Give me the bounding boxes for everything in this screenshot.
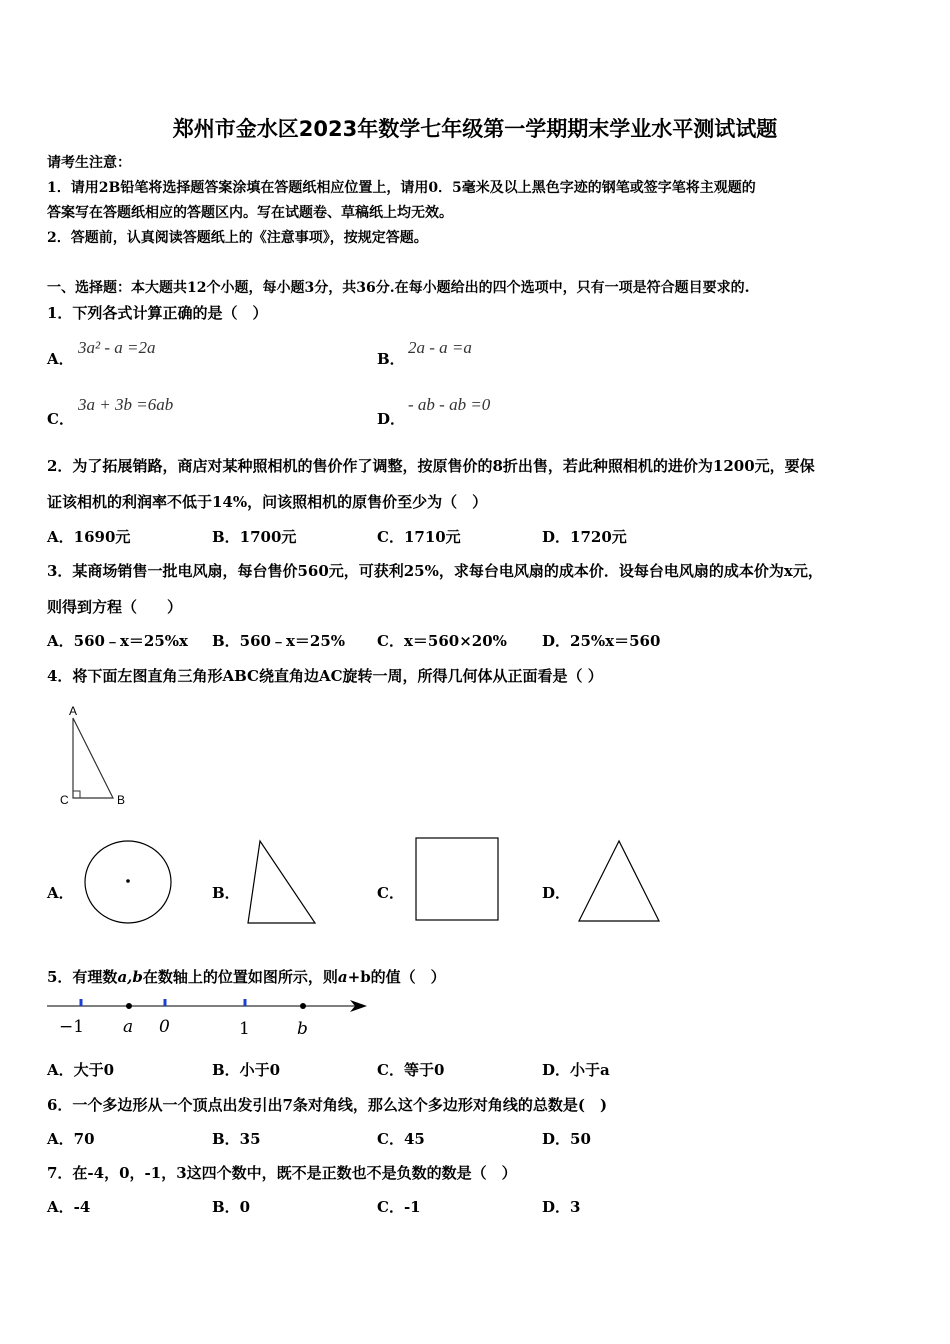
- q1-stem: 1．下列各式计算正确的是（ ）: [47, 304, 268, 322]
- q5-stem-vars: a,b: [117, 968, 143, 986]
- section-heading: 一、选择题：本大题共12个小题，每小题3分，共36分.在每小题给出的四个选项中，只有一项是符合题目要求的.: [47, 280, 750, 296]
- notice-line-3: 2．答题前，认真阅读答题纸上的《注意事项》，按规定答题。: [47, 230, 428, 246]
- q7-option-b: B．0: [212, 1198, 251, 1216]
- q3-line-2: 则得到方程（ ）: [47, 598, 183, 616]
- q1-option-d: - ab - ab =0: [408, 395, 491, 414]
- q5-stem: [47, 966, 446, 987]
- q3-option-d: D．25%x＝560: [542, 632, 661, 650]
- q7-option-d: D．3: [542, 1198, 581, 1216]
- q4-label-opt-b: B．: [212, 884, 240, 902]
- q5-option-a: A．大于0: [47, 1061, 115, 1079]
- q6-option-d: D．50: [542, 1130, 591, 1148]
- q7-stem: 7．在-4，0，-1，3这四个数中，既不是正数也不是负数的数是（ ）: [47, 1164, 517, 1182]
- notice-line-1: 1．请用2B铅笔将选择题答案涂填在答题纸相应位置上，请用0．5毫米及以上黑色字迹的钢笔或签字笔将主观题的: [47, 180, 756, 196]
- q5-axis-label-b: b: [297, 1019, 308, 1039]
- q5-axis-label-0: 0: [159, 1017, 170, 1037]
- q4-label-opt-d: D．: [542, 884, 571, 902]
- q4-option-a-circle: [82, 838, 174, 926]
- q3-option-b: B．560﹣x＝25%: [212, 632, 346, 650]
- q4-option-c-square: [414, 836, 500, 922]
- q1-option-a: 3a² - a =2a: [78, 338, 156, 357]
- q4-triangle-figure: [55, 700, 135, 810]
- q4-option-b-triangle: [245, 838, 320, 926]
- q3-option-a: A．560﹣x＝25%x: [47, 632, 188, 650]
- notice-line-2: 答案写在答题纸相应的答题区内。写在试题卷、草稿纸上均无效。: [47, 205, 453, 221]
- q5-axis-label-a: a: [123, 1017, 134, 1037]
- q4-label-b: B: [117, 793, 126, 807]
- q4-label-opt-c: C．: [377, 884, 404, 902]
- q1-option-b: 2a - a =a: [408, 338, 472, 357]
- q2-option-d: D．1720元: [542, 528, 627, 546]
- q5-stem-expr: a: [337, 968, 348, 986]
- notice-heading: 请考生注意：: [47, 155, 131, 171]
- q1-label-d: D．: [377, 410, 406, 428]
- page-title: 郑州市金水区2023年数学七年级第一学期期末学业水平测试试题: [172, 117, 778, 141]
- q6-stem: 6．一个多边形从一个顶点出发引出7条对角线，那么这个多边形对角线的总数是( ): [47, 1096, 608, 1114]
- q4-stem: 4．将下面左图直角三角形ABC绕直角边AC旋转一周，所得几何体从正面看是（ ）: [47, 667, 603, 685]
- q5-stem-suffix: +b的值（ ）: [347, 968, 446, 986]
- q7-option-c: C．-1: [377, 1198, 421, 1216]
- q5-stem-prefix: 5．有理数: [47, 968, 118, 986]
- q4-label-c: C: [60, 793, 69, 807]
- q5-option-d: D．小于a: [542, 1061, 610, 1079]
- q2-option-b: B．1700元: [212, 528, 297, 546]
- q1-label-a: A．: [47, 350, 74, 368]
- q6-option-c: C．45: [377, 1130, 425, 1148]
- q5-option-b: B．小于0: [212, 1061, 281, 1079]
- q4-option-d-triangle: [576, 838, 662, 924]
- q6-option-a: A．70: [47, 1130, 95, 1148]
- q5-stem-mid: 在数轴上的位置如图所示，则: [142, 968, 338, 986]
- q3-option-c: C．x＝560×20%: [377, 632, 507, 650]
- q6-option-b: B．35: [212, 1130, 261, 1148]
- q2-line-1: 2．为了拓展销路，商店对某种照相机的售价作了调整，按原售价的8折出售，若此种照相机的进价为1200元，要保: [47, 457, 815, 475]
- q3-line-1: 3．某商场销售一批电风扇，每台售价560元，可获利25%，求每台电风扇的成本价．设每台电风扇的成本价为x元，: [47, 562, 823, 580]
- q4-label-opt-a: A．: [47, 884, 74, 902]
- q2-option-c: C．1710元: [377, 528, 461, 546]
- q2-option-a: A．1690元: [47, 528, 131, 546]
- q1-label-b: B．: [377, 350, 405, 368]
- q5-option-c: C．等于0: [377, 1061, 445, 1079]
- q5-number-line: [45, 994, 375, 1039]
- q1-option-c: 3a + 3b =6ab: [78, 395, 174, 414]
- q2-line-2: 证该相机的利润率不低于14%，问该照相机的原售价至少为（ ）: [47, 493, 488, 511]
- q5-axis-label-1: 1: [239, 1019, 250, 1039]
- q5-axis-label-neg1: −1: [59, 1017, 85, 1037]
- q7-option-a: A．-4: [47, 1198, 91, 1216]
- q4-label-a: A: [69, 704, 78, 718]
- q1-label-c: C．: [47, 410, 74, 428]
